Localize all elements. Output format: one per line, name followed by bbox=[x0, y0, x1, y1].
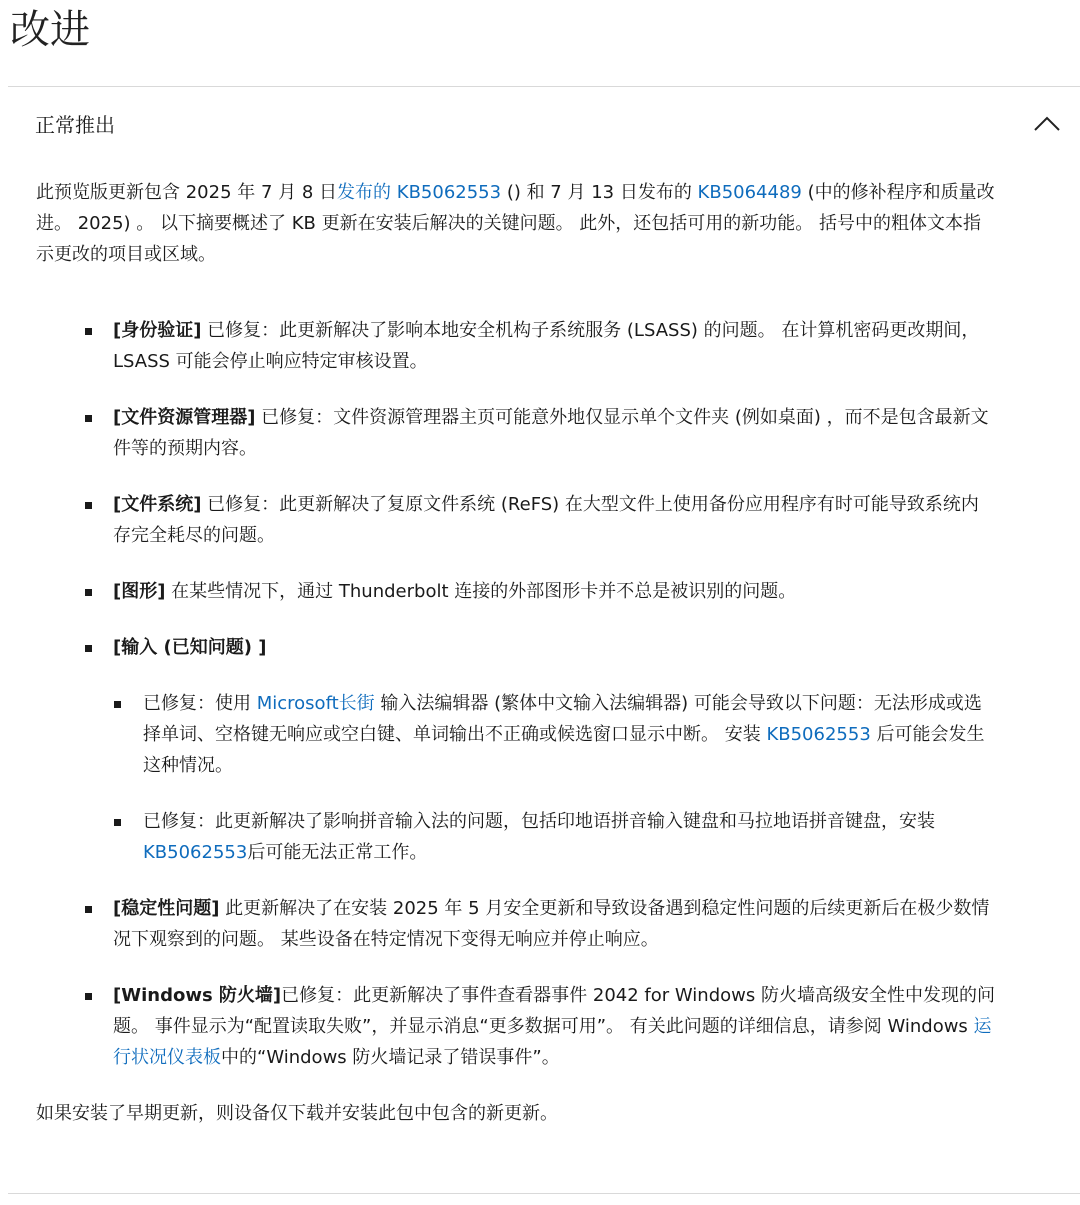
sub-item-pinyin bbox=[113, 806, 996, 868]
item-text: 已修复：此更新解决了事件查看器事件 2042 for Windows 防火墙高级安全性中发现的问题。 事件显示为“配置读取失败”，并显示消息“更多数据可用”。 有关此问题的详细信息，请参阅 Windows bbox=[113, 985, 995, 1037]
health-dashboard-link[interactable]: 运行状况仪表板 bbox=[113, 1016, 992, 1068]
chevron-up-icon[interactable] bbox=[1032, 109, 1062, 139]
kb5062553-link[interactable]: 发布的 KB5062553 bbox=[337, 182, 502, 203]
list-item-stability bbox=[36, 893, 996, 955]
kb5064489-link[interactable]: KB5064489 bbox=[697, 182, 802, 203]
list-item-authentication bbox=[36, 315, 996, 377]
item-text: 中的“Windows 防火墙记录了错误事件”。 bbox=[221, 1047, 560, 1068]
intro-text-1: 此预览版更新包含 2025 年 7 月 8 日 bbox=[36, 182, 338, 203]
section-title: 正常推出 bbox=[35, 113, 115, 137]
list-item-file-explorer bbox=[36, 402, 996, 464]
intro-text-3: (中的修补程序和质量改进。 2025) 。 以下摘要概述了 KB 更新在安装后解决的关键问题。 此外，还包括可用的新功能。 括号中的粗体文本指示更改的项目或区域。 bbox=[36, 182, 995, 265]
list-item-windows-firewall bbox=[36, 980, 996, 1073]
section-content bbox=[36, 177, 996, 1129]
kb5062553-link[interactable]: KB5062553 bbox=[766, 724, 871, 745]
item-tag: [图形] bbox=[113, 581, 166, 602]
sub-text: 后可能会发生这种情况。 bbox=[143, 724, 985, 776]
intro-paragraph bbox=[36, 177, 996, 270]
item-tag: [稳定性问题] bbox=[113, 898, 220, 919]
item-text: 已修复：此更新解决了影响本地安全机构子系统服务 (LSASS) 的问题。 在计算机密码更改期间，LSASS 可能会停止响应特定审核设置。 bbox=[113, 320, 980, 372]
item-tag: [文件系统] bbox=[113, 494, 202, 515]
list-item-file-system bbox=[36, 489, 996, 551]
section-header-toggle[interactable] bbox=[8, 87, 1080, 163]
sub-text: 输入法编辑器 (繁体中文输入法编辑器) 可能会导致以下问题：无法形成或选择单词、空格键无响应或空白键、单词输出不正确或候选窗口显示中断。 安装 bbox=[143, 693, 982, 745]
outro-paragraph: 如果安装了早期更新，则设备仅下载并安装此包中包含的新更新。 bbox=[36, 1103, 558, 1124]
sub-text: 已修复：此更新解决了影响拼音输入法的问题，包括印地语拼音输入键盘和马拉地语拼音键盘，安装 bbox=[143, 811, 935, 832]
item-text: 已修复：此更新解决了复原文件系统 (ReFS) 在大型文件上使用备份应用程序有时可能导致系统内存完全耗尽的问题。 bbox=[113, 494, 979, 546]
item-text: 已修复：文件资源管理器主页可能意外地仅显示单个文件夹 (例如桌面) ，而不是包含最新文件等的预期内容。 bbox=[113, 407, 989, 459]
kb5062553-link[interactable]: KB5062553 bbox=[143, 842, 248, 863]
fix-list bbox=[36, 315, 996, 1073]
list-item-graphics bbox=[36, 576, 996, 607]
intro-text-2: () 和 7 月 13 日发布的 bbox=[501, 182, 698, 203]
list-item-input bbox=[36, 632, 996, 868]
microsoft-changjie-link[interactable]: Microsoft长街 bbox=[256, 693, 375, 714]
sub-item-changjie bbox=[113, 688, 996, 781]
item-text: 在某些情况下，通过 Thunderbolt 连接的外部图形卡并不总是被识别的问题。 bbox=[165, 581, 797, 602]
sub-text: 后可能无法正常工作。 bbox=[247, 842, 428, 863]
section-bottom-divider bbox=[8, 1193, 1080, 1194]
page-title: 改进 bbox=[10, 7, 90, 53]
item-tag: [Windows 防火墙] bbox=[113, 985, 282, 1006]
sub-text: 已修复：使用 bbox=[143, 693, 257, 714]
item-text: 此更新解决了在安装 2025 年 5 月安全更新和导致设备遇到稳定性问题的后续更新后在极少数情况下观察到的问题。 某些设备在特定情况下变得无响应并停止响应。 bbox=[113, 898, 990, 950]
item-tag: [文件资源管理器] bbox=[113, 407, 256, 428]
input-sub-list bbox=[113, 688, 996, 868]
item-tag: [身份验证] bbox=[113, 320, 202, 341]
item-tag: [输入 (已知问题) ] bbox=[113, 637, 267, 658]
